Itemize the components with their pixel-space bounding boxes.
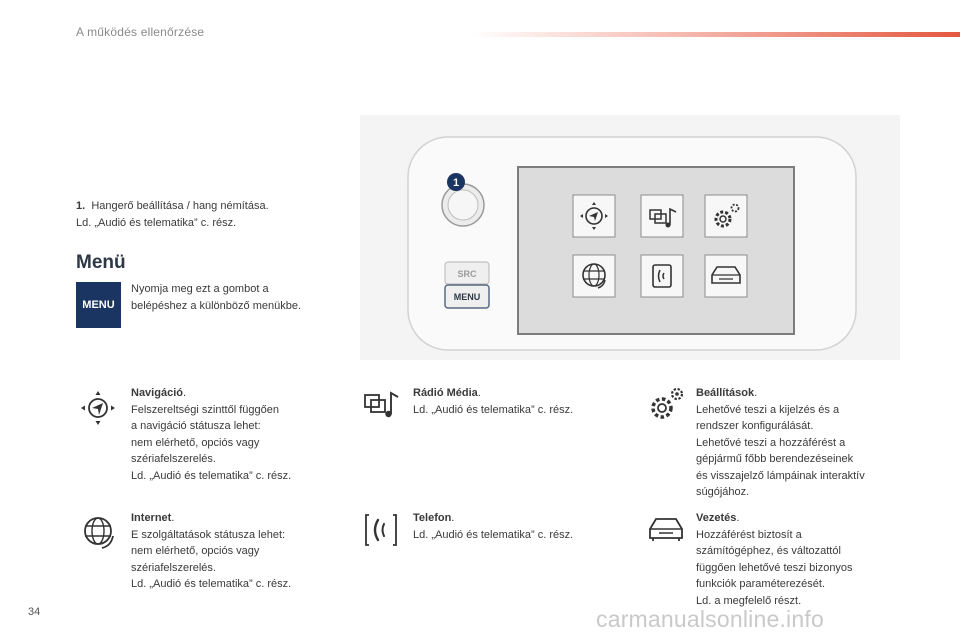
radio-media-icon: [362, 384, 400, 422]
menu-description-line: belépéshez a különböző menükbe.: [131, 299, 302, 312]
radio-media-line: Ld. „Audió és telematika” c. rész.: [413, 403, 574, 416]
page-header-title: A működés ellenőrzése: [76, 25, 205, 39]
header-accent-bar: [470, 32, 960, 37]
screen-tile-radio-media: [641, 195, 683, 237]
driving-line: Hozzáférést biztosít a: [696, 528, 802, 541]
screen-tile-internet: [573, 255, 615, 297]
phone-line: Ld. „Audió és telematika” c. rész.: [413, 528, 574, 541]
navigation-line: a navigáció státusza lehet:: [131, 420, 261, 432]
internet-line: Ld. „Audió és telematika” c. rész.: [131, 578, 292, 590]
screen-tile-navigation: [573, 195, 615, 237]
menu-label: MENU: [453, 292, 481, 302]
phone-icon: [362, 511, 400, 549]
settings-line: Lehetővé teszi a hozzáférést a: [696, 436, 846, 449]
settings-icon: [648, 385, 686, 423]
driving-line: számítógéphez, és változattól: [696, 545, 841, 557]
radio-media-title: Rádió Média: [413, 387, 478, 399]
watermark: carmanualsonline.info: [596, 606, 824, 632]
navigation-title: Navigáció: [131, 387, 183, 399]
volume-ref: Ld. „Audió és telematika” c. rész.: [76, 216, 237, 229]
screen-tile-phone: [641, 255, 683, 297]
navigation-icon: [79, 389, 117, 427]
settings-line: Lehetővé teszi a kijelzés és a: [696, 403, 840, 416]
screen-tile-driving: [705, 255, 747, 297]
device-illustration: [360, 115, 900, 360]
radio-media-description: Rádió Média. Ld. „Audió és telematika” c. rész.: [413, 385, 623, 418]
driving-line: Ld. a megfelelő részt.: [696, 594, 802, 607]
volume-number: 1.: [76, 200, 86, 212]
navigation-line: nem elérhető, opciós vagy: [131, 436, 260, 449]
navigation-description: Navigáció. Felszereltségi szinttől függően a navigáció státusza lehet: nem elérhető, opciós vagy szériafelszerelés. Ld. „Audió és telematika” c. rész.: [131, 385, 341, 484]
menu-description: [131, 281, 301, 314]
page-number: 34: [28, 606, 41, 618]
menu-button-badge: MENU: [76, 282, 121, 328]
navigation-line: szériafelszerelés.: [131, 453, 216, 465]
navigation-line: Ld. „Audió és telematika” c. rész.: [131, 469, 292, 482]
driving-line: függően lehetővé teszi bizonyos: [696, 561, 853, 574]
internet-title: Internet: [131, 512, 172, 524]
internet-description: Internet. E szolgáltatások státusza lehet: nem elérhető, opciós vagy szériafelszerelés. Ld. „Audió és telematika” c. rész.: [131, 510, 341, 593]
settings-line: és visszajelző lámpáinak interaktív: [696, 469, 865, 482]
callout-number: 1: [452, 177, 460, 189]
phone-title: Telefon: [413, 512, 452, 524]
src-label: SRC: [457, 269, 477, 279]
driving-description: Vezetés. Hozzáférést biztosít a számítógéphez, és változattól függően lehetővé teszi bizonyos funkciók paraméterezését. Ld. a megfelelő részt.: [696, 510, 926, 609]
touchscreen: [518, 167, 794, 334]
volume-text: Hangerő beállítása / hang némítása.: [91, 200, 269, 212]
driving-title: Vezetés: [696, 512, 737, 524]
settings-line: gépjármű főbb berendezéseinek: [696, 453, 854, 465]
settings-line: súgójához.: [696, 486, 750, 498]
screen-tile-settings: [705, 195, 747, 237]
internet-line: szériafelszerelés.: [131, 561, 216, 574]
volume-description: [76, 198, 269, 231]
navigation-line: Felszereltségi szinttől függően: [131, 403, 279, 416]
internet-line: nem elérhető, opciós vagy: [131, 545, 260, 557]
settings-line: rendszer konfigurálását.: [696, 420, 814, 432]
settings-title: Beállítások: [696, 387, 755, 399]
settings-description: Beállítások. Lehetővé teszi a kijelzés és a rendszer konfigurálását. Lehetővé teszi a hozzáférést a gépjármű főbb berendezéseinek és visszajelző lámpáinak interaktív súgójához.: [696, 385, 926, 501]
driving-icon: [647, 510, 685, 548]
phone-description: Telefon. Ld. „Audió és telematika” c. rész.: [413, 510, 623, 543]
menu-description-line: Nyomja meg ezt a gombot a: [131, 283, 269, 295]
driving-line: funkciók paraméterezését.: [696, 578, 826, 590]
internet-line: E szolgáltatások státusza lehet:: [131, 528, 286, 541]
menu-heading: Menü: [76, 252, 126, 273]
internet-icon: [80, 514, 118, 552]
